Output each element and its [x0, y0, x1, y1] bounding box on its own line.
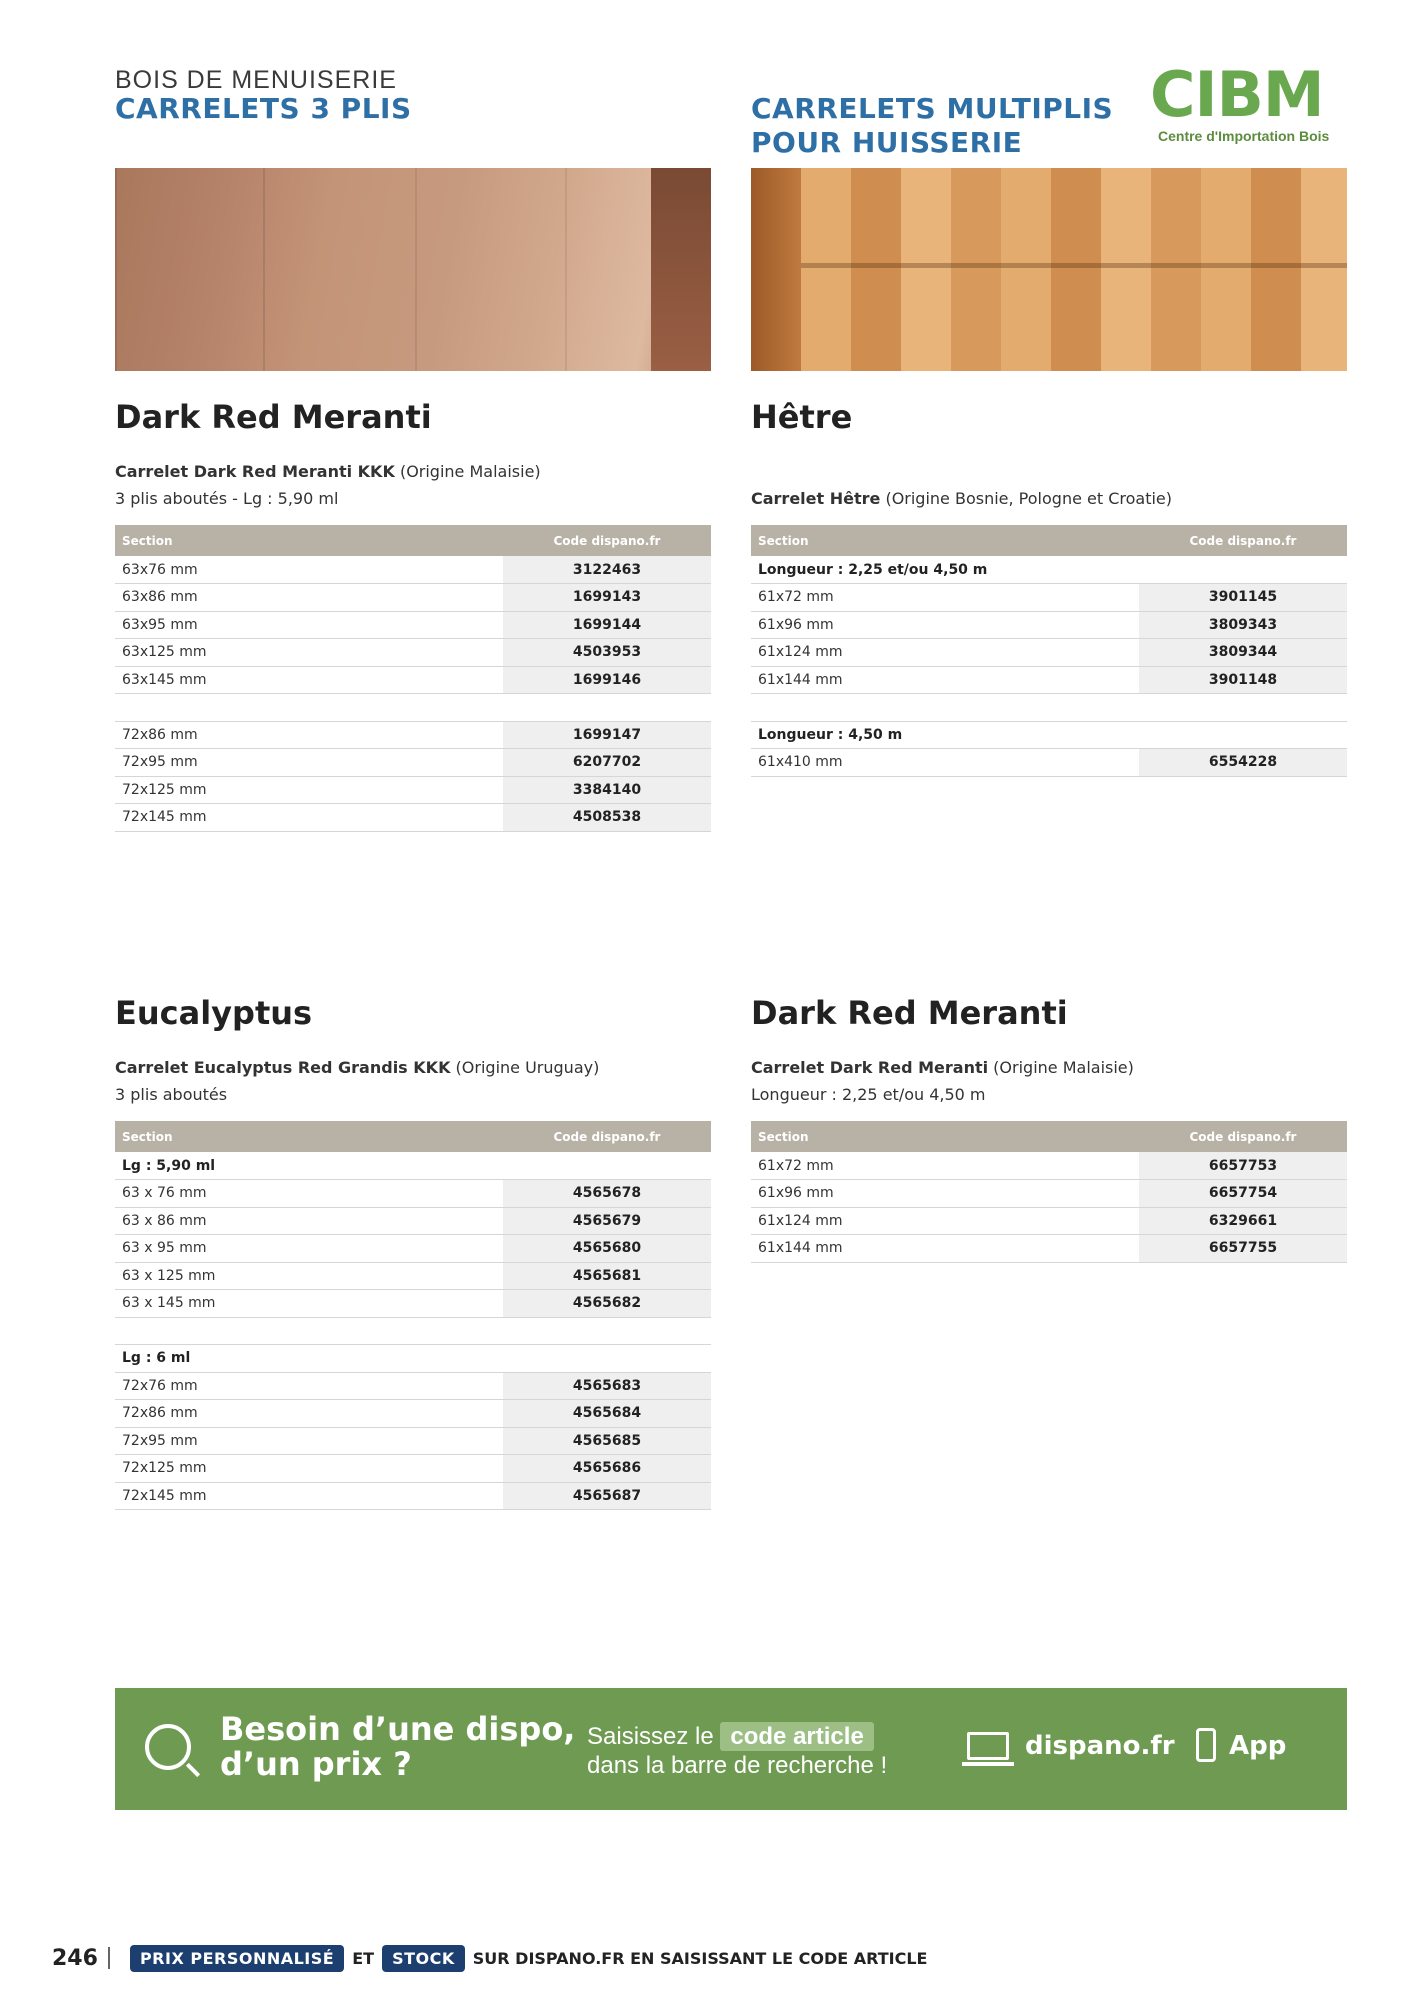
section-heading-eucalyptus: Eucalyptus: [115, 994, 313, 1032]
section-heading-drm2: Dark Red Meranti: [751, 994, 1068, 1032]
desc-line2: 3 plis aboutés - Lg : 5,90 ml: [115, 489, 339, 508]
table-group-row: [115, 1152, 711, 1180]
table-row: [751, 1207, 1347, 1235]
page-kicker: BOIS DE MENUISERIE: [115, 66, 397, 94]
table-row: [751, 1152, 1347, 1180]
table-row: [751, 639, 1347, 667]
code-cell: 4565687: [503, 1482, 711, 1510]
code-cell: 6657754: [1139, 1180, 1347, 1208]
section-heading-hetre: Hêtre: [751, 398, 853, 436]
desc-bold: Carrelet Hêtre: [751, 489, 881, 508]
section-cell: 63x86 mm: [115, 584, 503, 612]
code-cell: 1699146: [503, 666, 711, 694]
dark-red-meranti-photo: [115, 168, 711, 371]
col-code: Code dispano.fr: [1139, 1121, 1347, 1152]
section-cell: 63 x 95 mm: [115, 1235, 503, 1263]
section-desc-eucalyptus: [115, 1054, 711, 1108]
section-cell: 72x86 mm: [115, 1400, 503, 1428]
code-cell: 6207702: [503, 749, 711, 777]
banner-text-before: Saisissez le: [587, 1723, 721, 1750]
code-cell: 4565682: [503, 1290, 711, 1318]
section-cell: 61x410 mm: [751, 749, 1139, 777]
desc-origin: (Origine Malaisie): [394, 462, 541, 481]
table-row: [115, 804, 711, 832]
desc-bold: Carrelet Dark Red Meranti KKK: [115, 462, 395, 481]
col-code: Code dispano.fr: [503, 525, 711, 556]
section-cell: 63x95 mm: [115, 611, 503, 639]
banner-text-line2: dans la barre de recherche !: [587, 1752, 888, 1779]
table-row: [115, 1482, 711, 1510]
code-cell: 3384140: [503, 776, 711, 804]
code-cell: 6657755: [1139, 1235, 1347, 1263]
table-row: [115, 639, 711, 667]
table-group-row: [751, 556, 1347, 584]
section-desc-drm2: [751, 1054, 1347, 1108]
table-row: [115, 1180, 711, 1208]
logo-wordmark: CIBM: [1150, 58, 1324, 131]
code-cell: 3809344: [1139, 639, 1347, 667]
desc-bold: Carrelet Dark Red Meranti: [751, 1058, 989, 1077]
group-label: Longueur : 2,25 et/ou 4,50 m: [751, 556, 1347, 584]
code-cell: 4565679: [503, 1207, 711, 1235]
table-group-row: [751, 721, 1347, 749]
code-cell: 6554228: [1139, 749, 1347, 777]
right-title: [751, 92, 1113, 160]
section-cell: 63 x 86 mm: [115, 1207, 503, 1235]
code-cell: 3809343: [1139, 611, 1347, 639]
table-row: [751, 611, 1347, 639]
col-code: Code dispano.fr: [1139, 525, 1347, 556]
section-cell: 63x76 mm: [115, 556, 503, 584]
left-title: CARRELETS 3 PLIS: [115, 92, 412, 125]
beech-multiply-photo: [751, 168, 1347, 371]
section-cell: 72x145 mm: [115, 804, 503, 832]
table-drm2: [751, 1121, 1347, 1263]
code-cell: 6657753: [1139, 1152, 1347, 1180]
table-row: [115, 776, 711, 804]
section-cell: 72x125 mm: [115, 1455, 503, 1483]
code-cell: 3901148: [1139, 666, 1347, 694]
table-eucalyptus: [115, 1121, 711, 1510]
col-section: Section: [751, 1121, 1139, 1152]
code-cell: 6329661: [1139, 1207, 1347, 1235]
section-cell: 61x72 mm: [751, 1152, 1139, 1180]
desc-origin: (Origine Uruguay): [450, 1058, 600, 1077]
availability-banner: [115, 1688, 1347, 1810]
table-hetre: [751, 525, 1347, 777]
right-title-line1: CARRELETS MULTIPLIS: [751, 92, 1114, 125]
table-row: [115, 1290, 711, 1318]
banner-instruction: [587, 1722, 887, 1780]
group-label: Lg : 5,90 ml: [115, 1152, 711, 1180]
right-title-line2: POUR HUISSERIE: [751, 126, 1023, 159]
table-row: [115, 1372, 711, 1400]
banner-headline-line2: d’un prix ?: [220, 1745, 412, 1783]
table-row: [115, 666, 711, 694]
banner-highlight: code article: [720, 1722, 873, 1751]
table-row: [115, 556, 711, 584]
footer-tail: SUR DISPANO.FR EN SAISISSANT LE CODE ARTICLE: [472, 1948, 928, 1968]
banner-app-link[interactable]: App: [1229, 1731, 1287, 1761]
table-spacer-row: [751, 694, 1347, 722]
desc-bold: Carrelet Eucalyptus Red Grandis KKK: [115, 1058, 451, 1077]
section-heading-drm1: Dark Red Meranti: [115, 398, 432, 436]
code-cell: 1699147: [503, 721, 711, 749]
section-cell: 72x95 mm: [115, 1427, 503, 1455]
table-row: [751, 1235, 1347, 1263]
section-cell: 72x145 mm: [115, 1482, 503, 1510]
table-row: [115, 1262, 711, 1290]
table-spacer-row: [115, 694, 711, 722]
footer-pill-prix: PRIX PERSONNALISÉ: [130, 1945, 344, 1972]
page-number: 246: [52, 1945, 98, 1971]
section-cell: 61x124 mm: [751, 1207, 1139, 1235]
section-cell: 72x76 mm: [115, 1372, 503, 1400]
code-cell: 4508538: [503, 804, 711, 832]
desc-line2: Longueur : 2,25 et/ou 4,50 m: [751, 1085, 986, 1104]
section-desc-hetre: [751, 485, 1347, 512]
code-cell: 1699143: [503, 584, 711, 612]
table-row: [751, 666, 1347, 694]
table-row: [115, 1400, 711, 1428]
group-label: Lg : 6 ml: [115, 1345, 711, 1373]
table-row: [115, 1427, 711, 1455]
section-cell: 63 x 145 mm: [115, 1290, 503, 1318]
section-cell: 61x144 mm: [751, 1235, 1139, 1263]
logo-subtitle: Centre d'Importation Bois: [1158, 128, 1330, 144]
table-row: [115, 1235, 711, 1263]
code-cell: 3122463: [503, 556, 711, 584]
table-row: [751, 1180, 1347, 1208]
section-cell: 72x95 mm: [115, 749, 503, 777]
table-row: [115, 721, 711, 749]
search-icon: [145, 1724, 191, 1770]
code-cell: 4565680: [503, 1235, 711, 1263]
section-cell: 63x145 mm: [115, 666, 503, 694]
footer-pill-stock: STOCK: [382, 1945, 465, 1972]
table-spacer-row: [115, 1317, 711, 1345]
table-group-row: [115, 1345, 711, 1373]
section-cell: 61x96 mm: [751, 611, 1139, 639]
section-cell: 72x86 mm: [115, 721, 503, 749]
table-row: [751, 749, 1347, 777]
table-row: [115, 584, 711, 612]
section-cell: 63x125 mm: [115, 639, 503, 667]
section-cell: 72x125 mm: [115, 776, 503, 804]
code-cell: 4565685: [503, 1427, 711, 1455]
table-row: [115, 1207, 711, 1235]
section-cell: 61x124 mm: [751, 639, 1139, 667]
section-cell: 63 x 76 mm: [115, 1180, 503, 1208]
phone-icon: [1196, 1728, 1216, 1762]
section-cell: 61x96 mm: [751, 1180, 1139, 1208]
table-row: [115, 1455, 711, 1483]
col-section: Section: [751, 525, 1139, 556]
banner-headline-line1: Besoin d’une dispo,: [220, 1710, 576, 1748]
section-desc-drm1: [115, 458, 711, 512]
code-cell: 4565683: [503, 1372, 711, 1400]
code-cell: 4565678: [503, 1180, 711, 1208]
code-cell: 3901145: [1139, 584, 1347, 612]
section-cell: 61x72 mm: [751, 584, 1139, 612]
footer-mid: ET: [352, 1948, 375, 1968]
desc-line2: 3 plis aboutés: [115, 1085, 228, 1104]
laptop-icon: [967, 1732, 1009, 1760]
banner-headline: [220, 1712, 575, 1782]
footer-divider: [108, 1947, 110, 1969]
col-section: Section: [115, 1121, 503, 1152]
table-row: [115, 611, 711, 639]
page-footer: [52, 1942, 927, 1974]
desc-origin: (Origine Bosnie, Pologne et Croatie): [880, 489, 1173, 508]
code-cell: 4565686: [503, 1455, 711, 1483]
code-cell: 4565684: [503, 1400, 711, 1428]
code-cell: 4503953: [503, 639, 711, 667]
cibm-logo: [1150, 58, 1340, 152]
code-cell: 1699144: [503, 611, 711, 639]
section-cell: 61x144 mm: [751, 666, 1139, 694]
group-label: Longueur : 4,50 m: [751, 721, 1347, 749]
code-cell: 4565681: [503, 1262, 711, 1290]
table-row: [115, 749, 711, 777]
table-row: [751, 584, 1347, 612]
col-section: Section: [115, 525, 503, 556]
banner-site-link[interactable]: dispano.fr: [1025, 1731, 1175, 1761]
col-code: Code dispano.fr: [503, 1121, 711, 1152]
section-cell: 63 x 125 mm: [115, 1262, 503, 1290]
desc-origin: (Origine Malaisie): [988, 1058, 1134, 1077]
table-drm1: [115, 525, 711, 832]
